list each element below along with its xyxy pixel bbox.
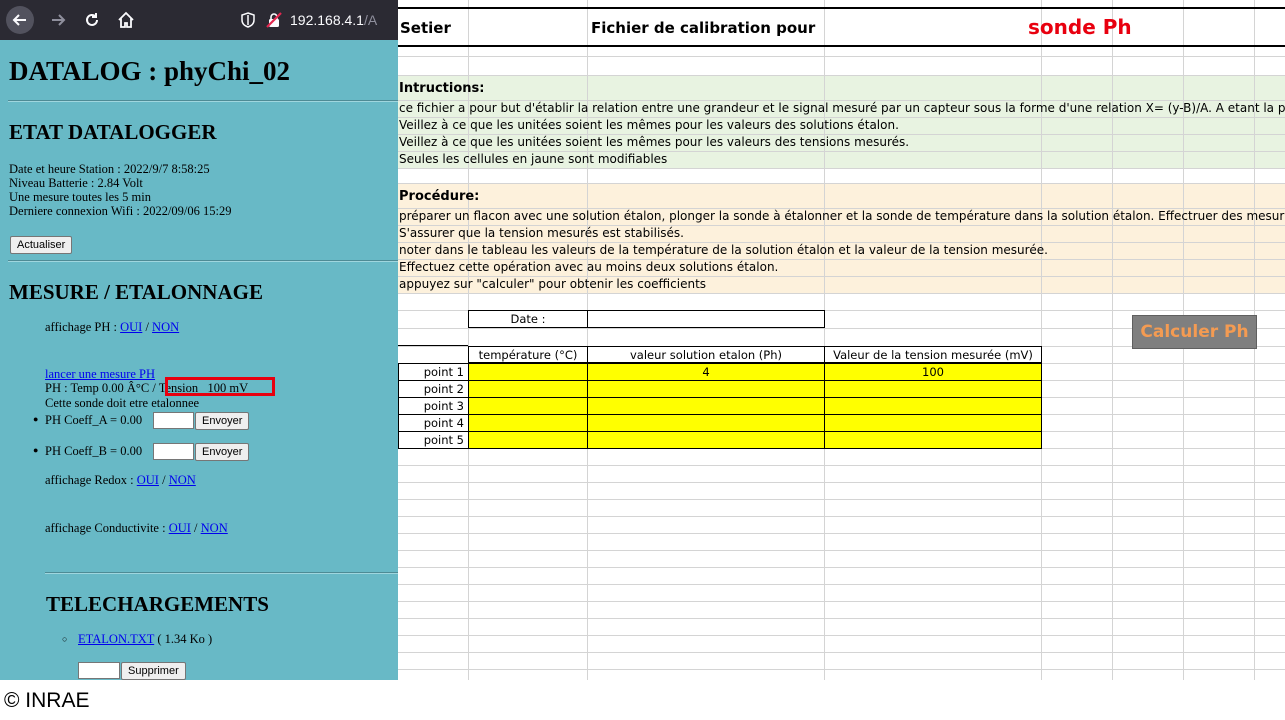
last-wifi-connection: Derniere connexion Wifi : 2022/09/06 15:29 (9, 204, 232, 218)
send-coeff-b-button[interactable]: Envoyer (195, 443, 249, 461)
header-fichier-calibration: Fichier de calibration pour (591, 19, 816, 37)
separator: / (190, 521, 201, 535)
coeff-b-label: PH Coeff_B = 0.00 (45, 444, 143, 458)
delete-input[interactable] (78, 662, 120, 679)
divider (8, 100, 398, 102)
address-bar[interactable] (240, 5, 398, 35)
conductivite-non-link[interactable]: NON (200, 521, 228, 535)
procedure-line: S'assurer que la tension mesurés est stabilisés. (399, 226, 684, 240)
row-label: point 4 (398, 414, 469, 432)
insecure-lock-icon[interactable] (266, 12, 282, 28)
header-bottom-border (398, 45, 1285, 47)
back-button[interactable] (6, 6, 34, 34)
temperature-cell[interactable] (468, 431, 588, 449)
row-gridline (398, 482, 1285, 483)
url-host: 192.168.4.1 (290, 12, 364, 28)
etalon-value-cell[interactable] (587, 414, 825, 432)
etat-heading: ETAT DATALOGGER (9, 120, 217, 144)
mesure-heading: MESURE / ETALONNAGE (9, 280, 263, 304)
etalon-value-cell[interactable] (587, 431, 825, 449)
send-coeff-a-button[interactable]: Envoyer (195, 412, 249, 430)
reload-button[interactable] (78, 6, 106, 34)
separator: / (158, 473, 169, 487)
row-gridline (398, 183, 1285, 184)
datalogger-page (0, 40, 398, 680)
conductivite-display-row (45, 522, 228, 535)
temperature-cell[interactable] (468, 414, 588, 432)
etalon-file-link[interactable]: ETALON.TXT (78, 632, 155, 646)
etalon-value-cell[interactable] (587, 380, 825, 398)
row-gridline (398, 168, 1285, 169)
tension-value: 100 mV (207, 381, 249, 395)
browser-window (0, 0, 398, 680)
header-top-border (398, 7, 1285, 9)
row-gridline (398, 75, 1285, 76)
measure-interval: Une mesure toutes les 5 min (9, 190, 151, 204)
procedure-line: appuyez sur "calculer" pour obtenir les coefficients (399, 277, 707, 291)
column-header-temperature: température (°C) (468, 346, 588, 363)
instructions-title: Intructions: (399, 81, 485, 96)
row-gridline (398, 293, 1285, 294)
launch-ph-measure-link[interactable]: lancer une mesure PH (45, 367, 156, 381)
instruction-line: Veillez à ce que les unitées soient les mêmes pour les valeurs des tensions mesurés. (399, 135, 910, 149)
row-gridline (398, 465, 1285, 466)
arrow-left-icon (12, 12, 28, 28)
calibration-spreadsheet (398, 0, 1285, 680)
row-gridline (398, 56, 1285, 57)
row-gridline (398, 601, 1285, 602)
instruction-line: Seules les cellules en jaune sont modifiables (399, 152, 668, 166)
shield-icon[interactable] (240, 12, 256, 28)
ph-temp-reading: PH : Temp 0.00 Â°C / (45, 381, 159, 395)
date-label-cell: Date : (468, 310, 588, 328)
tension-label: Tension (158, 381, 199, 395)
tension-value-cell[interactable] (824, 414, 1042, 432)
coeff-b-input[interactable] (153, 443, 194, 460)
tension-value-cell[interactable] (824, 397, 1042, 415)
redox-oui-link[interactable]: OUI (136, 473, 159, 487)
separator: / (142, 320, 153, 334)
conductivite-oui-link[interactable]: OUI (168, 521, 191, 535)
row-gridline (398, 550, 1285, 551)
ph-oui-link[interactable]: OUI (120, 320, 143, 334)
row-gridline (398, 567, 1285, 568)
file-size: ( 1.34 Ko ) (154, 632, 213, 646)
column-header-tension: Valeur de la tension mesurée (mV) (824, 346, 1042, 363)
header-setier: Setier (400, 19, 451, 37)
reload-icon (84, 12, 100, 28)
instruction-line: Veillez à ce que les unitées soient les mêmes pour les valeurs des solutions étalon. (399, 118, 899, 132)
arrow-right-icon (50, 12, 66, 28)
ph-non-link[interactable]: NON (152, 320, 180, 334)
redox-display-label: affichage Redox : (45, 473, 137, 487)
row-label: point 3 (398, 397, 469, 415)
row-gridline (398, 516, 1285, 517)
refresh-button[interactable]: Actualiser (10, 236, 72, 254)
redox-non-link[interactable]: NON (168, 473, 196, 487)
coeff-a-label: PH Coeff_A = 0.00 (45, 413, 143, 427)
redox-display-row (45, 474, 196, 487)
tension-value-cell[interactable]: 100 (824, 363, 1042, 381)
column-header-etalon: valeur solution etalon (Ph) (587, 346, 825, 363)
row-label: point 5 (398, 431, 469, 449)
conductivite-display-label: affichage Conductivite : (45, 521, 169, 535)
instruction-line: ce fichier a pour but d'établir la relation entre une grandeur et le signal mesuré par un capteur sous la forme d'une relation X= (y-B)/A. A etant la p (399, 101, 1285, 115)
header-sonde-ph: sonde Ph (1028, 15, 1132, 39)
calculate-ph-button[interactable]: Calculer Ph (1132, 315, 1257, 349)
ph-display-label: affichage PH : (45, 320, 121, 334)
bullet: ● (33, 445, 39, 455)
divider (45, 572, 398, 574)
forward-button[interactable] (44, 6, 72, 34)
etalon-value-cell[interactable] (587, 397, 825, 415)
row-label: point 1 (398, 363, 469, 381)
home-button[interactable] (112, 6, 140, 34)
row-gridline (398, 499, 1285, 500)
coeff-a-input[interactable] (153, 412, 194, 429)
page-title: DATALOG : phyChi_02 (9, 56, 291, 86)
browser-toolbar (0, 0, 398, 40)
row-gridline (398, 652, 1285, 653)
row-label: point 2 (398, 380, 469, 398)
procedure-line: Effectuez cette opération avec au moins deux solutions étalon. (399, 260, 779, 274)
divider (8, 260, 398, 262)
procedure-line: noter dans le tableau les valeurs de la température de la solution étalon et la valeur de la tension mesurée. (399, 243, 1048, 257)
etalon-value-cell[interactable]: 4 (587, 363, 825, 381)
date-value-cell[interactable] (587, 310, 825, 328)
battery-level: Niveau Batterie : 2.84 Volt (9, 176, 143, 190)
row-gridline (398, 618, 1285, 619)
launch-ph-row (45, 368, 155, 381)
bullet: ● (33, 414, 39, 424)
temperature-cell[interactable] (468, 397, 588, 415)
table-left-top-border (398, 345, 468, 346)
tension-value-cell[interactable] (824, 431, 1042, 449)
temperature-cell[interactable] (468, 363, 588, 381)
row-gridline (398, 533, 1285, 534)
url-path: /A (363, 12, 378, 28)
row-gridline (398, 584, 1285, 585)
home-icon (117, 11, 135, 29)
procedure-title: Procédure: (399, 189, 480, 204)
procedure-line: préparer un flacon avec une solution étalon, plonger la sonde à étalonner et la sonde de température dans la solution étalon. Effectruer des mesur (399, 209, 1285, 223)
delete-button[interactable]: Supprimer (121, 662, 186, 680)
station-datetime: Date et heure Station : 2022/9/7 8:58:25 (9, 162, 210, 176)
tension-value-cell[interactable] (824, 380, 1042, 398)
telechargements-heading: TELECHARGEMENTS (46, 592, 269, 616)
bullet: ○ (62, 634, 68, 644)
calibrate-note: Cette sonde doit etre etalonnee (45, 396, 200, 410)
copyright-notice: © INRAE (4, 689, 90, 712)
row-gridline (398, 635, 1285, 636)
tension-highlight-box (165, 377, 275, 396)
ph-display-row (45, 321, 179, 334)
download-file-row (78, 633, 212, 646)
row-gridline (398, 669, 1285, 670)
temperature-cell[interactable] (468, 380, 588, 398)
